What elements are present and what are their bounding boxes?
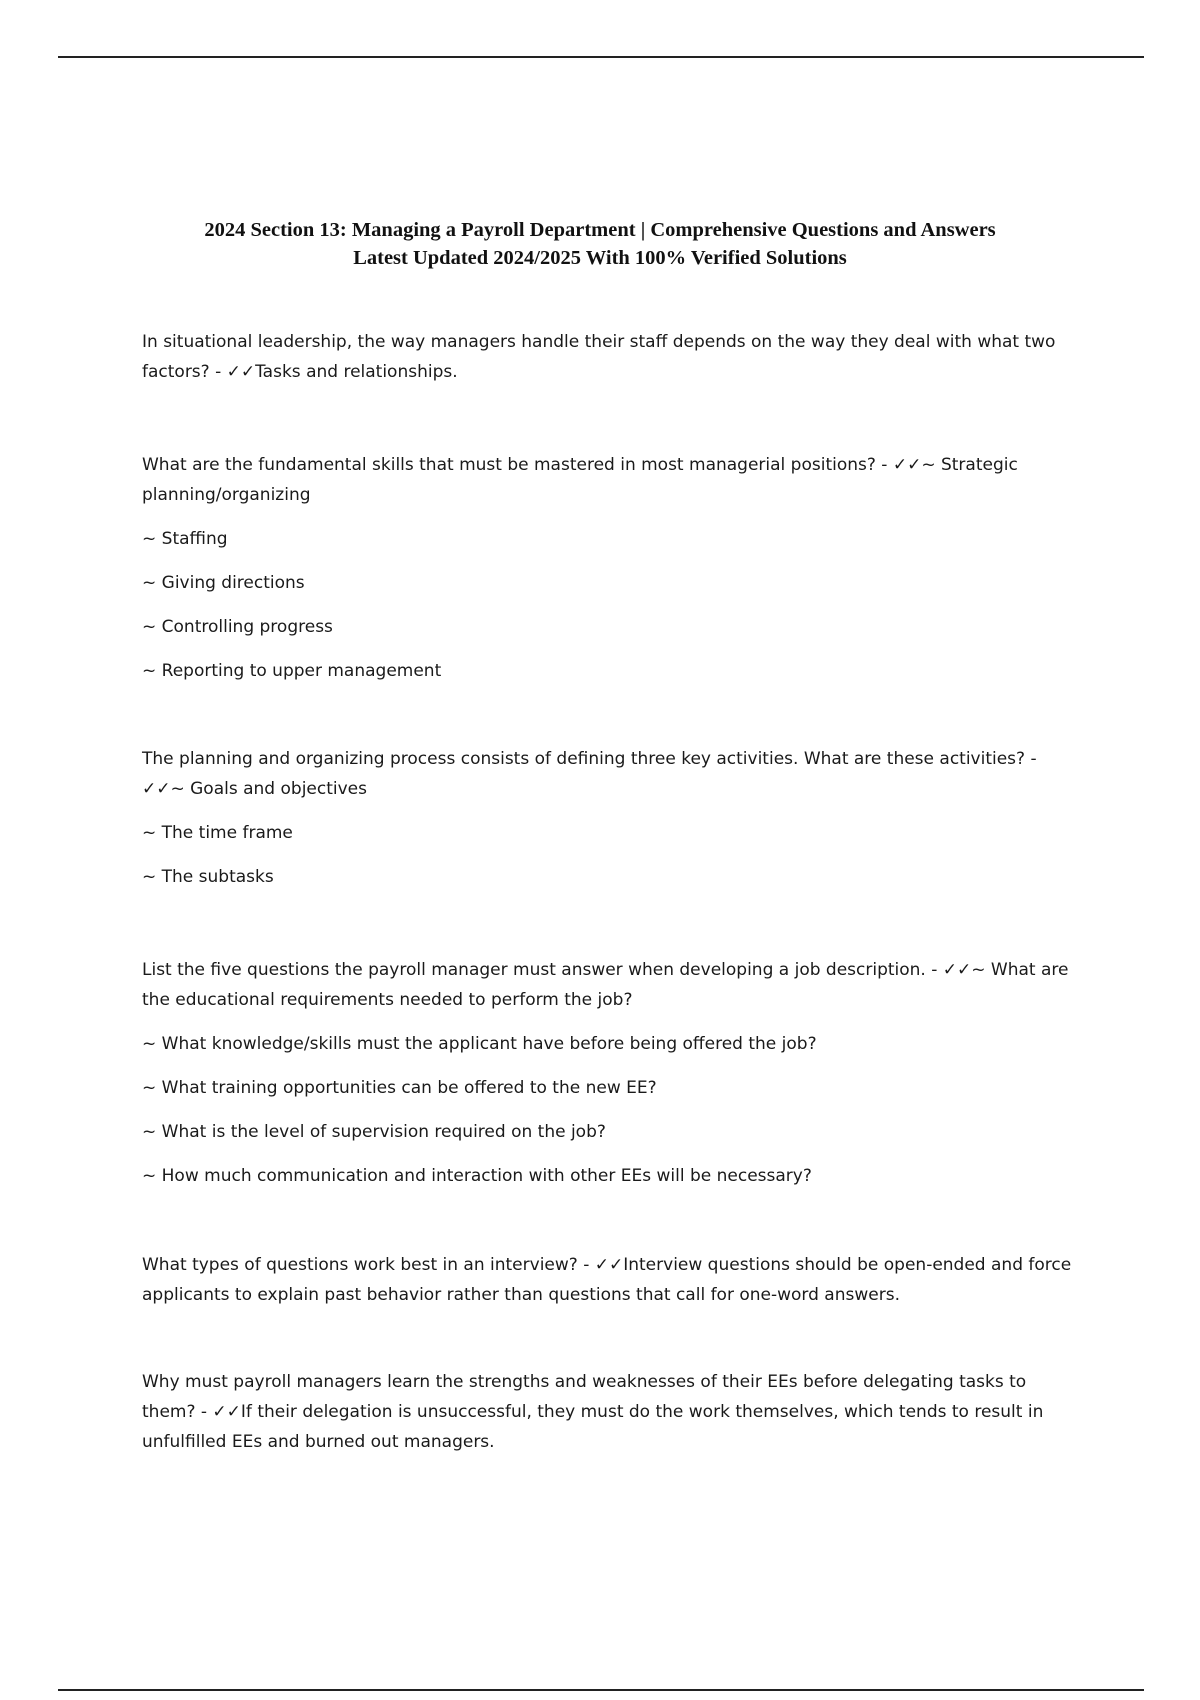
- qa-block-3: [142, 744, 1072, 892]
- qa-question-answer: In situational leadership, the way managers handle their staff depends on the way they deal with what two factors? - ✓✓Tasks and relationships.: [142, 332, 1056, 382]
- qa-block-4: [142, 955, 1072, 1191]
- qa-block-6: [142, 1367, 1072, 1457]
- qa-list-item: ~ How much communication and interaction with other EEs will be necessary?: [142, 1166, 812, 1186]
- qa-question-answer: The planning and organizing process consists of defining three key activities. What are these activities? - ✓✓~ Goals and objectives: [142, 749, 1037, 799]
- document-title: [120, 216, 1080, 272]
- qa-list-item: ~ What knowledge/skills must the applicant have before being offered the job?: [142, 1034, 817, 1054]
- qa-list-item: ~ What training opportunities can be offered to the new EE?: [142, 1078, 657, 1098]
- title-line-2: Latest Updated 2024/2025 With 100% Verified Solutions: [353, 247, 847, 269]
- qa-list-item: ~ The subtasks: [142, 867, 274, 887]
- qa-block-2: [142, 450, 1072, 686]
- qa-list-item: ~ Staffing: [142, 529, 228, 549]
- qa-list-item: ~ The time frame: [142, 823, 293, 843]
- title-line-1: 2024 Section 13: Managing a Payroll Department | Comprehensive Questions and Answers: [204, 219, 996, 241]
- qa-question-answer: What types of questions work best in an interview? - ✓✓Interview questions should be open-ended and force applicants to explain past behavior rather than questions that call for one-word answers.: [142, 1255, 1072, 1305]
- qa-question-answer: List the five questions the payroll manager must answer when developing a job description. - ✓✓~ What are the educational requirements needed to perform the job?: [142, 960, 1069, 1010]
- qa-block-5: [142, 1250, 1072, 1310]
- qa-list-item: ~ Controlling progress: [142, 617, 333, 637]
- qa-block-1: [142, 327, 1072, 387]
- qa-question-answer: Why must payroll managers learn the strengths and weaknesses of their EEs before delegating tasks to them? - ✓✓If their delegation is unsuccessful, they must do the work themselves, which tends to result in unfulfilled EEs and burned out managers.: [142, 1372, 1044, 1452]
- qa-list-item: ~ Reporting to upper management: [142, 661, 442, 681]
- qa-list-item: ~ Giving directions: [142, 573, 305, 593]
- qa-question-answer: What are the fundamental skills that must be mastered in most managerial positions? - ✓✓~ Strategic planning/organizing: [142, 455, 1018, 505]
- bottom-rule: [58, 1689, 1144, 1691]
- qa-list-item: ~ What is the level of supervision required on the job?: [142, 1122, 606, 1142]
- top-rule: [58, 56, 1144, 58]
